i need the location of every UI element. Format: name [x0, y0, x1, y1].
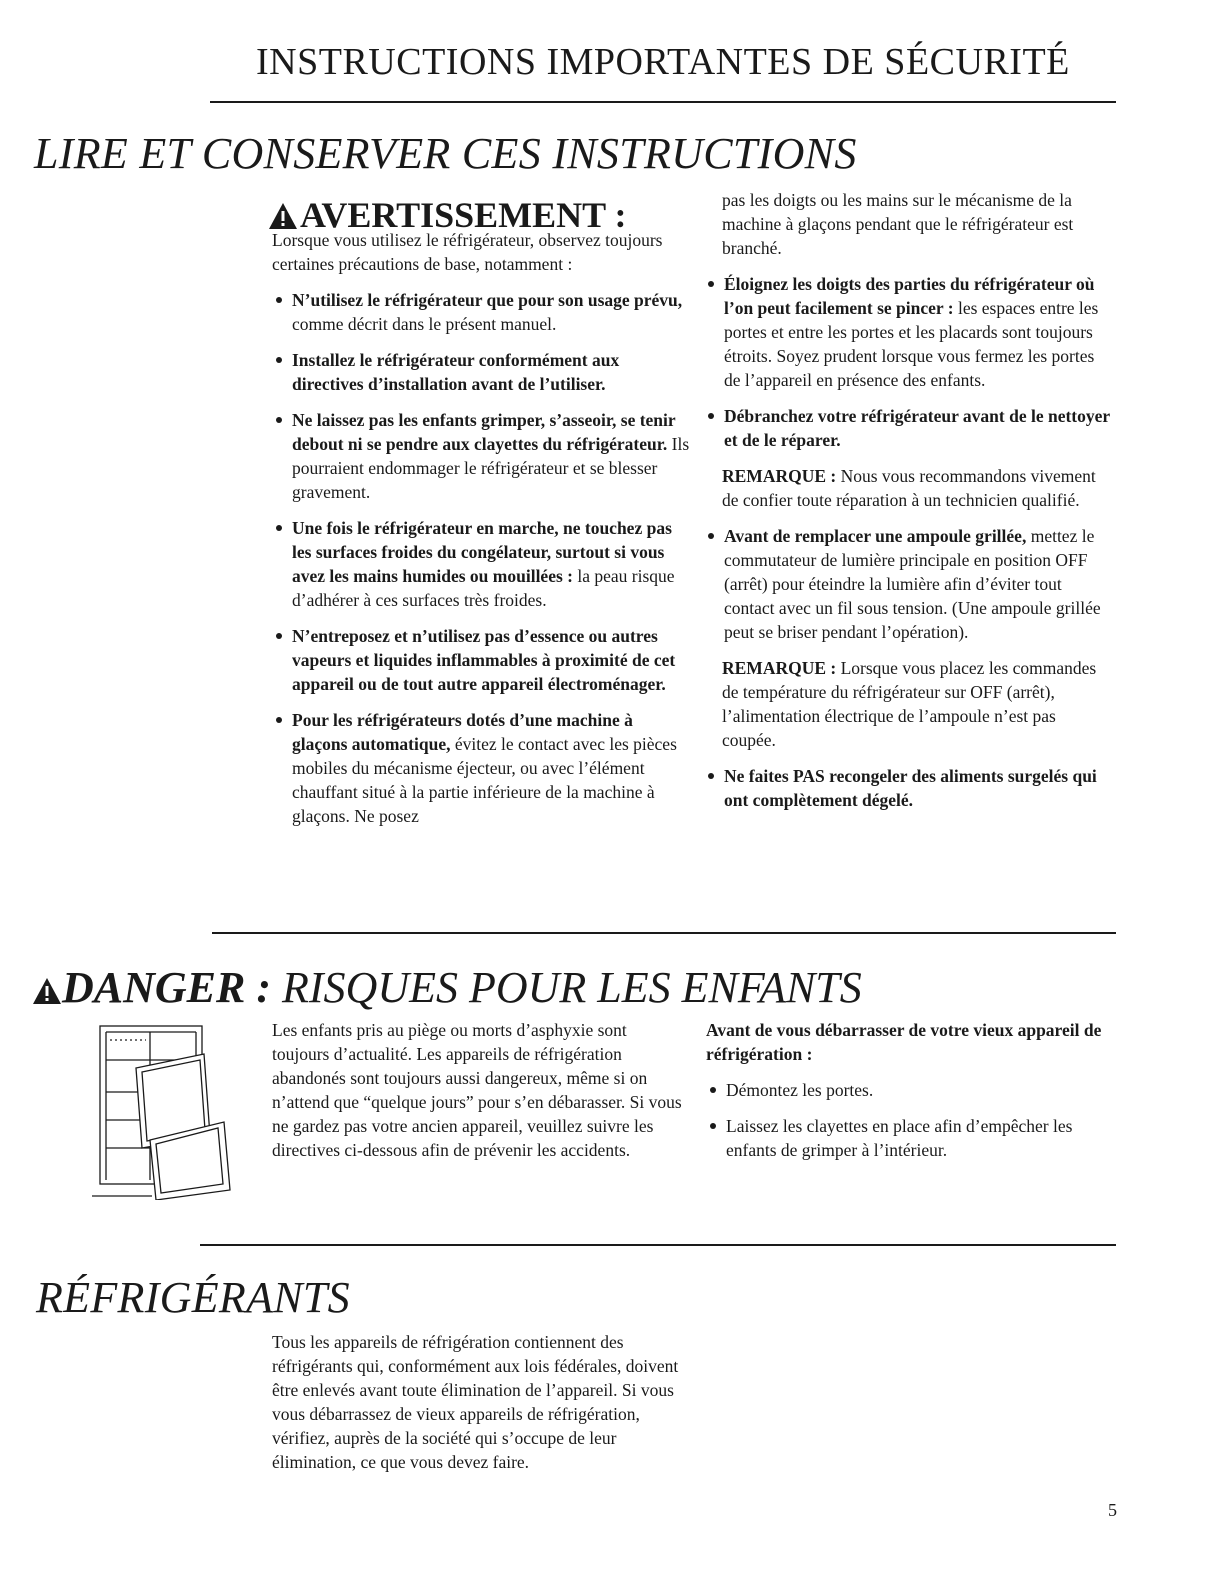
warning-left-column [272, 228, 690, 840]
warning-list-bulb [704, 524, 1114, 644]
list-item: Laissez les clayettes en place afin d’empêcher les enfants de grimper à l’intérieur. [706, 1114, 1116, 1162]
warning-triangle-icon [32, 965, 62, 1016]
note-label: REMARQUE : [722, 658, 837, 678]
list-item-text: les espaces entre les portes et entre les portes et les placards sont toujours étroits. Soyez prudent lorsque vous fermez les portes de l’appareil en présence des enfants. [724, 298, 1099, 390]
note-text: Lorsque vous placez les commandes de température du réfrigérateur sur OFF (arrêt), l’alimentation électrique de l’ampoule n’est pas coupée. [722, 658, 1097, 750]
refrigerator-illustration [92, 1020, 242, 1205]
list-item [704, 272, 1114, 392]
page-number: 5 [1108, 1500, 1117, 1520]
list-item-bold: Avant de remplacer une ampoule grillée, [724, 526, 1027, 546]
refrigerants-title: RÉFRIGÉRANTS [36, 1273, 350, 1322]
list-item [272, 348, 690, 396]
warning-continuation: pas les doigts ou les mains sur le mécanisme de la machine à glaçons pendant que le réfrigérateur est branché. [722, 190, 1074, 258]
list-item [704, 404, 1114, 452]
disposal-title: Avant de vous débarrasser de votre vieux appareil de réfrigération : [706, 1020, 1102, 1064]
note-repair [704, 464, 1114, 512]
list-item: Démontez les portes. [706, 1078, 1116, 1102]
list-item-bold: Installez le réfrigérateur conformément aux directives d’installation avant de l’utiliser. [292, 350, 620, 394]
warning-intro: Lorsque vous utilisez le réfrigérateur, observez toujours certaines précautions de base, notamment : [272, 230, 663, 274]
list-item [272, 516, 690, 612]
warning-right-column [704, 188, 1114, 824]
refrigerants-body: Tous les appareils de réfrigération contiennent des réfrigérants qui, conformément aux lois fédérales, doivent être enlevés avant toute élimination de l’appareil. Si vous vous débarrassez de vieux appareils de réfrigération, vérifiez, auprès de la société qui s’occupe de leur élimination, ce que vous devez faire. [272, 1332, 679, 1472]
header-rule [210, 101, 1116, 103]
list-item [704, 524, 1114, 644]
list-item [272, 624, 690, 696]
danger-lead: DANGER : [62, 963, 272, 1012]
warning-title-text: AVERTISSEMENT : [300, 195, 627, 235]
list-item-bold: N’utilisez le réfrigérateur que pour son usage prévu, [292, 290, 683, 310]
list-item-bold: Ne faites PAS recongeler des aliments surgelés qui ont complètement dégelé. [724, 766, 1097, 810]
disposal-column [706, 1018, 1116, 1174]
list-item [272, 408, 690, 504]
list-item-text: évitez le contact avec les pièces mobiles du mécanisme éjecteur, ou avec l’élément chauffant situé à la partie inférieure de la machine à glaçons. Ne posez [292, 734, 677, 826]
list-item-text: mettez le commutateur de lumière principale en position OFF (arrêt) pour éteindre la lumière afin d’éviter tout contact avec un fil sous tension. (Une ampoule grillée peut se briser pendant l’opération). [724, 526, 1101, 642]
danger-subtitle: RISQUES POUR LES ENFANTS [282, 963, 862, 1012]
danger-heading [32, 962, 862, 1016]
list-item-bold: Ne laissez pas les enfants grimper, s’asseoir, se tenir debout ni se pendre aux clayettes du réfrigérateur. [292, 410, 676, 454]
danger-body: Les enfants pris au piège ou morts d’asphyxie sont toujours d’actualité. Les appareils de réfrigération abandonés sont toujours aussi dangereux, même si on n’attend que “quelque jours” pour s’en débarasser. Si vous ne gardez pas votre ancien appareil, veuillez suivre les directives ci-dessous afin de prévenir les accidents. [272, 1020, 682, 1160]
warning-list-last [704, 764, 1114, 812]
note-bulb [704, 656, 1114, 752]
list-item [704, 764, 1114, 812]
list-item-bold: N’entreposez et n’utilisez pas d’essence ou autres vapeurs et liquides inflammables à proximité de cet appareil ou de tout autre appareil électroménager. [292, 626, 676, 694]
list-item [272, 288, 690, 336]
warning-list-left [272, 288, 690, 828]
list-item-text: Ils pourraient endommager le réfrigérateur et se blesser gravement. [292, 434, 690, 502]
page-title: INSTRUCTIONS IMPORTANTES DE SÉCURITÉ [256, 41, 1070, 83]
list-item-bold: Pour les réfrigérateurs dotés d’une machine à glaçons automatique, [292, 710, 633, 754]
note-text: Nous vous recommandons vivement de confier toute réparation à un technicien qualifié. [722, 466, 1096, 510]
list-item-bold: Débranchez votre réfrigérateur avant de le nettoyer et de le réparer. [724, 406, 1110, 450]
disposal-list [706, 1078, 1116, 1162]
list-item-text: comme décrit dans le présent manuel. [292, 314, 557, 334]
section-rule-danger [212, 932, 1116, 934]
section-rule-refrigerants [200, 1244, 1116, 1246]
note-label: REMARQUE : [722, 466, 837, 486]
list-item-bold: Une fois le réfrigérateur en marche, ne touchez pas les surfaces froides du congélateur, surtout si vous avez les mains humides ou mouillées : [292, 518, 672, 586]
warning-list-right [704, 272, 1114, 452]
list-item-bold: Éloignez les doigts des parties du réfrigérateur où l’on peut facilement se pincer : [724, 274, 1095, 318]
section-title-read-instructions: LIRE ET CONSERVER CES INSTRUCTIONS [34, 129, 857, 178]
list-item [272, 708, 690, 828]
list-item-text: la peau risque d’adhérer à ces surfaces très froides. [292, 566, 675, 610]
